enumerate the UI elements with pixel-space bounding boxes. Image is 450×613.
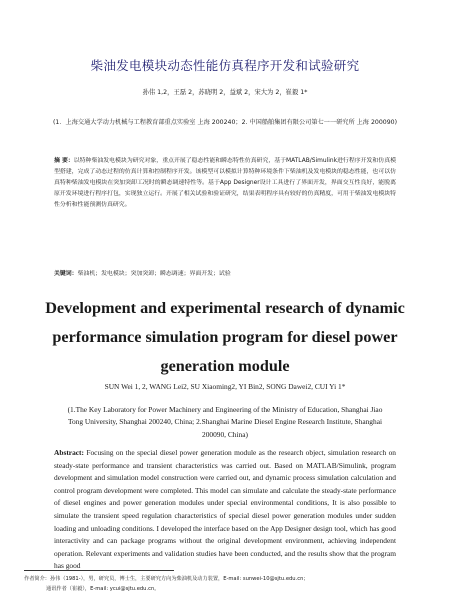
chinese-keywords-text: 柴油机；发电模块；突加突卸；瞬态调速；界面开发；试验 [77,271,231,277]
english-title: Development and experimental research of dynamic performance simulation program for diesel power generation module [45,299,405,375]
chinese-abstract-label: 摘 要： [54,158,74,164]
english-abstract [54,447,396,573]
english-authors: SUN Wei 1, 2, WANG Lei2, SU Xiaoming2, YI Bin2, SONG Dawei2, CUI Yi 1* [104,382,346,391]
chinese-title: 柴油发电模块动态性能仿真程序开发和试验研究 [90,58,360,73]
footnote-corresponding-author: 通讯作者（崔毅），E-mail: ycui@sjtu.edu.cn。 [46,586,160,592]
footnote-author-info: 作者简介：孙伟（1981-），男，研究员，博士生，主要研究方向为柴油机及动力装置，E-mail: sunwei-10@sjtu.edu.cn； [24,576,309,582]
chinese-keywords-label: 关键词： [54,271,78,277]
chinese-abstract-text: 以特种柴油发电模块为研究对象，重点开展了稳态性能和瞬态特性仿真研究，基于MATLAB/Simulink进行程序开发和仿真模型搭建，完成了动态过程的仿真计算和控制程序开发。该模型可以模拟计算特种环境条件下柴油机及发电模块的稳态性能，也可以仿真特种柴油发电模块在突加突卸工况时的瞬态调速特性等。基于App Designer设计工具进行了界面开发，界面交互性良好，能脱离原开发环境进行程序打包，实现独立运行。开展了相关试验和验证研究，结果表明程序具有较好的仿真精度，可用于柴油发电模块特性分析和性能预测仿真研究。 [54,158,396,209]
english-abstract-label: Abstract: [54,448,84,457]
chinese-keywords [54,268,396,277]
footnote-divider [24,570,174,571]
english-affiliation: (1.The Key Laboratory for Power Machinery and Engineering of the Ministry of Education, Shanghai Jiao Tong University, Shanghai 200240, China; 2.Shanghai Marine Diesel Engine Research Institute, Shanghai 200090, China) [67,405,383,439]
english-abstract-text: Focusing on the special diesel power generation module as the research object, simulation research on steady-state performance and transient characteristics was carried out. Based on MATLAB/Simulink, program development and simulation model construction were carried out, and dynamic process simulation calculation and control program development were completed. This model can simulate and calculate the steady-state performance of diesel engines and power generation modules under special environmental conditions, It is also possible to simulate the transient speed regulation characteristics of special diesel power generation modules under sudden loading and unloading conditions. I developed the interface based on the App Designer design tool, which has good interactivity and can package programs without the original development environment, achieving independent operation. Relevant experiments and validation studies have been conducted, and the results show that the program has good [54,448,396,571]
chinese-abstract [54,156,396,211]
chinese-affiliation: (1．上海交通大学动力机械与工程教育部重点实验室 上海 200240；2. 中国船舶集团有限公司第七一一研究所 上海 200090) [53,119,397,126]
chinese-authors: 孙伟 1,2，王磊 2，苏晓明 2，益斌 2，宋大为 2，崔毅 1* [142,89,308,96]
footnote [24,574,424,594]
